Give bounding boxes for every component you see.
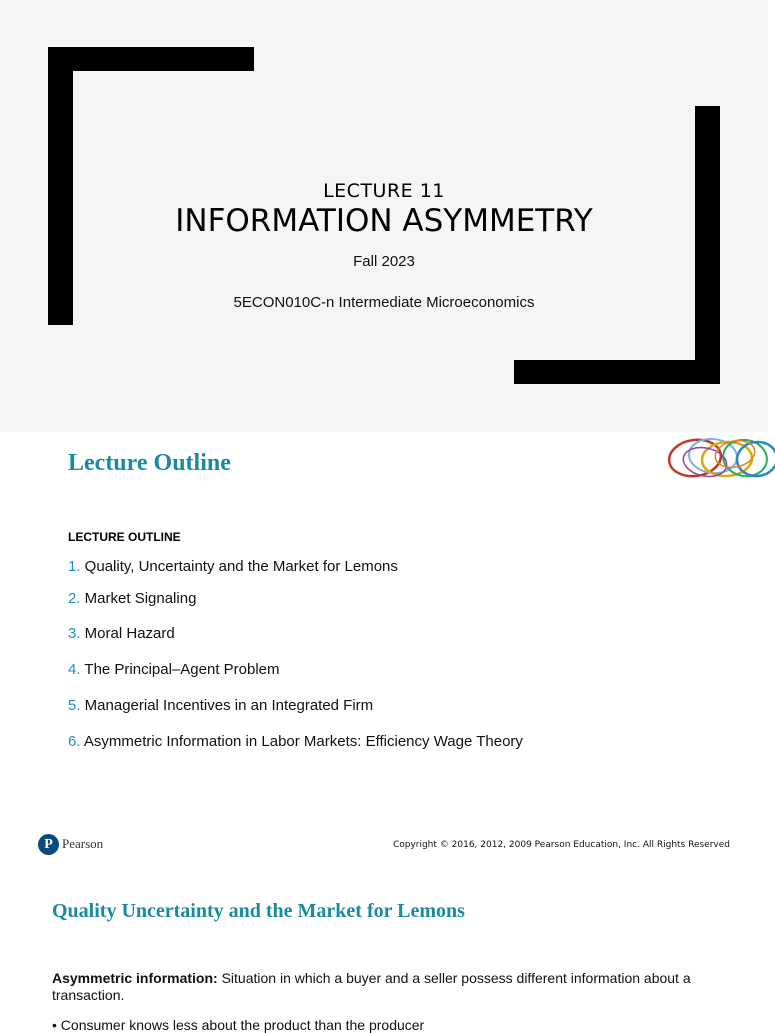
outline-item-number: 5. <box>68 697 81 714</box>
outline-item-number: 2. <box>68 590 81 607</box>
outline-item-text: The Principal–Agent Problem <box>80 661 280 678</box>
outline-item-text: Managerial Incentives in an Integrated Firm <box>80 697 374 714</box>
outline-item-number: 3. <box>68 625 81 642</box>
outline-item <box>68 558 398 575</box>
outline-item <box>68 590 196 607</box>
outline-subheading: LECTURE OUTLINE <box>68 530 181 544</box>
outline-item <box>68 697 373 714</box>
rings-logo-icon <box>665 432 775 484</box>
course-label: 5ECON010C-n Intermediate Microeconomics <box>233 294 535 311</box>
title-slide <box>0 0 768 432</box>
pearson-logo <box>38 835 103 853</box>
lecture-title: INFORMATION ASYMMETRY <box>175 203 593 239</box>
bullet-item: • Consumer knows less about the product than the producer <box>52 1017 425 1033</box>
definition-term: Asymmetric information: <box>52 970 218 986</box>
pearson-p-icon: P <box>38 834 59 855</box>
lemons-slide <box>0 864 768 1033</box>
outline-item <box>68 733 523 750</box>
bottom-right-bracket-vertical <box>695 106 720 384</box>
bottom-right-bracket-horizontal <box>514 360 720 384</box>
definition-paragraph <box>52 970 732 1004</box>
outline-item-number: 6. <box>68 733 81 750</box>
outline-item-number: 4. <box>68 661 81 678</box>
outline-item-text: Quality, Uncertainty and the Market for Lemons <box>80 558 398 575</box>
term-label: Fall 2023 <box>353 253 415 270</box>
outline-item <box>68 661 280 678</box>
outline-item <box>68 625 175 642</box>
top-left-bracket-horizontal <box>48 47 254 71</box>
copyright-notice: Copyright © 2016, 2012, 2009 Pearson Education, Inc. All Rights Reserved <box>392 840 730 850</box>
outline-item-number: 1. <box>68 558 81 575</box>
outline-slide <box>0 432 768 864</box>
outline-item-text: Asymmetric Information in Labor Markets: Efficiency Wage Theory <box>80 733 523 750</box>
outline-heading: Lecture Outline <box>68 450 231 476</box>
lecture-number: LECTURE 11 <box>323 180 445 202</box>
definition-text: Situation in which a buyer and a seller possess different information about a transaction. <box>52 970 691 1003</box>
pearson-wordmark: Pearson <box>62 836 104 851</box>
outline-item-text: Market Signaling <box>80 590 197 607</box>
outline-item-text: Moral Hazard <box>80 625 175 642</box>
slide-heading: Quality Uncertainty and the Market for Lemons <box>52 900 465 922</box>
